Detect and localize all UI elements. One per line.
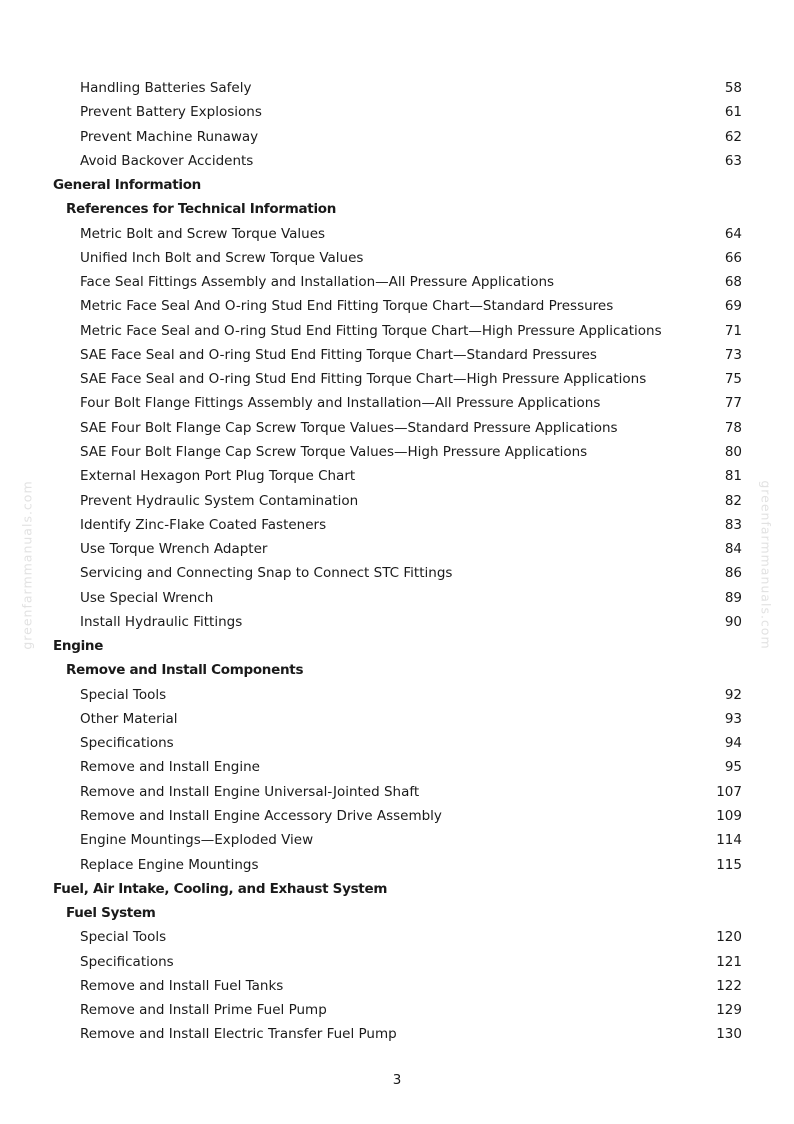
toc-entry[interactable] [0, 998, 794, 1022]
toc-entry-page: 107 [716, 783, 742, 800]
toc-entry[interactable] [0, 804, 794, 828]
toc-entry-page: 69 [724, 298, 742, 315]
toc-entry-page: 75 [724, 371, 742, 388]
toc-entry[interactable] [0, 780, 794, 804]
toc-entry-page: 61 [724, 104, 742, 121]
toc-entry-page: 89 [724, 589, 742, 606]
section-heading [0, 634, 794, 658]
toc-entry[interactable] [0, 416, 794, 440]
toc-entry-title: External Hexagon Port Plug Torque Chart [80, 468, 356, 485]
toc-entry-title: Engine Mountings—Exploded View [80, 832, 314, 849]
toc-entry-title: Avoid Backover Accidents [80, 152, 254, 169]
toc-entry-title: Remove and Install Components [66, 662, 304, 679]
section-heading [0, 877, 794, 901]
subsection-heading [0, 901, 794, 925]
subsection-heading [0, 658, 794, 682]
toc-entry-title: Servicing and Connecting Snap to Connect STC Fittings [80, 565, 453, 582]
toc-entry[interactable] [0, 610, 794, 634]
section-heading [0, 173, 794, 197]
toc-entry[interactable] [0, 513, 794, 537]
toc-entry[interactable] [0, 489, 794, 513]
toc-entry[interactable] [0, 731, 794, 755]
toc-entry[interactable] [0, 683, 794, 707]
toc-entry-title: Prevent Machine Runaway [80, 128, 259, 145]
toc-entry[interactable] [0, 925, 794, 949]
toc-entry-title: Metric Bolt and Screw Torque Values [80, 225, 326, 242]
toc-entry-page: 115 [716, 856, 742, 873]
toc-entry-title: Remove and Install Engine Universal-Jointed Shaft [80, 783, 420, 800]
toc-entry-title: Remove and Install Electric Transfer Fuel Pump [80, 1026, 397, 1043]
toc-entry-title: Special Tools [80, 929, 167, 946]
toc-entry-page: 121 [716, 953, 742, 970]
toc-entry[interactable] [0, 149, 794, 173]
toc-entry[interactable] [0, 270, 794, 294]
toc-entry-title: SAE Four Bolt Flange Cap Screw Torque Values—High Pressure Applications [80, 443, 588, 460]
toc-entry[interactable] [0, 440, 794, 464]
toc-entry-page: 81 [724, 468, 742, 485]
toc-entry-page: 94 [724, 735, 742, 752]
toc-entry-title: SAE Face Seal and O-ring Stud End Fitting Torque Chart—Standard Pressures [80, 346, 597, 363]
toc-entry-title: Four Bolt Flange Fittings Assembly and Installation—All Pressure Applications [80, 395, 601, 412]
toc-entry-title: General Information [53, 177, 201, 194]
toc-entry[interactable] [0, 853, 794, 877]
toc-entry-title: Metric Face Seal And O-ring Stud End Fitting Torque Chart—Standard Pressures [80, 298, 614, 315]
toc-entry-page: 62 [724, 128, 742, 145]
toc-entry-page: 129 [716, 1002, 742, 1019]
toc-entry-title: Install Hydraulic Fittings [80, 613, 243, 630]
toc-entry[interactable] [0, 464, 794, 488]
toc-entry-title: Handling Batteries Safely [80, 80, 252, 96]
toc-entry[interactable] [0, 537, 794, 561]
toc-entry-title: Other Material [80, 710, 178, 727]
toc-entry-page: 78 [724, 419, 742, 436]
toc-entry-page: 73 [724, 346, 742, 363]
toc-entry-title: Identify Zinc-Flake Coated Fasteners [80, 516, 327, 533]
toc-entry-page: 120 [716, 929, 742, 946]
toc-entry[interactable] [0, 100, 794, 124]
watermark-right: greenfarmmanuals.com [758, 480, 774, 650]
toc-entry-title: SAE Four Bolt Flange Cap Screw Torque Values—Standard Pressure Applications [80, 419, 618, 436]
toc-entry-page: 77 [724, 395, 742, 412]
subsection-heading [0, 197, 794, 221]
toc-entry-page: 114 [716, 832, 742, 849]
toc-entry[interactable] [0, 343, 794, 367]
toc-entry-title: Specifications [80, 953, 174, 970]
toc-entry-title: Prevent Hydraulic System Contamination [80, 492, 359, 509]
toc-entry-title: Face Seal Fittings Assembly and Installation—All Pressure Applications [80, 274, 555, 291]
toc-entry[interactable] [0, 950, 794, 974]
table-of-contents [0, 76, 794, 1047]
toc-entry[interactable] [0, 828, 794, 852]
toc-entry-page: 63 [724, 152, 742, 169]
toc-entry[interactable] [0, 391, 794, 415]
toc-entry-title: Unified Inch Bolt and Screw Torque Values [80, 249, 364, 266]
toc-entry-title: Specifications [80, 735, 174, 752]
watermark-left: greenfarmmanuals.com [19, 480, 35, 650]
toc-entry-page: 68 [724, 274, 742, 291]
toc-entry-page: 66 [724, 249, 742, 266]
page-number: 3 [392, 1072, 402, 1088]
toc-entry[interactable] [0, 319, 794, 343]
toc-entry-title: Remove and Install Prime Fuel Pump [80, 1002, 327, 1019]
toc-entry-page: 95 [724, 759, 742, 776]
toc-entry[interactable] [0, 586, 794, 610]
toc-entry[interactable] [0, 707, 794, 731]
toc-entry-title: Fuel, Air Intake, Cooling, and Exhaust System [53, 880, 388, 897]
toc-entry-title: Prevent Battery Explosions [80, 104, 262, 121]
toc-entry[interactable] [0, 367, 794, 391]
toc-entry[interactable] [0, 246, 794, 270]
toc-entry-page: 83 [724, 516, 742, 533]
toc-entry[interactable] [0, 561, 794, 585]
toc-entry[interactable] [0, 1022, 794, 1046]
toc-entry-page: 80 [724, 443, 742, 460]
toc-entry-title: Remove and Install Engine Accessory Drive Assembly [80, 807, 442, 824]
toc-entry-page: 86 [724, 565, 742, 582]
toc-entry-title: References for Technical Information [66, 201, 337, 218]
toc-entry[interactable] [0, 294, 794, 318]
toc-entry[interactable] [0, 222, 794, 246]
toc-entry-title: Remove and Install Engine [80, 759, 260, 776]
toc-entry-page: 130 [716, 1026, 742, 1043]
toc-entry-page: 122 [716, 977, 742, 994]
toc-entry-title: SAE Face Seal and O-ring Stud End Fitting Torque Chart—High Pressure Applications [80, 371, 647, 388]
toc-entry-page: 109 [716, 807, 742, 824]
toc-entry-page: 93 [724, 710, 742, 727]
toc-entry-page: 58 [724, 80, 742, 96]
toc-entry-title: Metric Face Seal and O-ring Stud End Fitting Torque Chart—High Pressure Applications [80, 322, 662, 339]
toc-entry-page: 90 [724, 613, 742, 630]
toc-entry-title: Use Special Wrench [80, 589, 214, 606]
toc-entry[interactable] [0, 125, 794, 149]
toc-entry-page: 84 [724, 541, 742, 558]
toc-entry[interactable] [0, 755, 794, 779]
toc-entry-title: Replace Engine Mountings [80, 856, 259, 873]
toc-entry-page: 92 [724, 686, 742, 703]
toc-entry-title: Engine [53, 638, 104, 655]
toc-entry-title: Remove and Install Fuel Tanks [80, 977, 284, 994]
toc-entry-page: 64 [724, 225, 742, 242]
toc-entry-page: 82 [724, 492, 742, 509]
toc-entry-title: Use Torque Wrench Adapter [80, 541, 268, 558]
toc-entry-title: Fuel System [66, 905, 156, 922]
toc-entry[interactable] [0, 974, 794, 998]
toc-entry[interactable] [0, 76, 794, 100]
toc-entry-title: Special Tools [80, 686, 167, 703]
toc-entry-page: 71 [724, 322, 742, 339]
